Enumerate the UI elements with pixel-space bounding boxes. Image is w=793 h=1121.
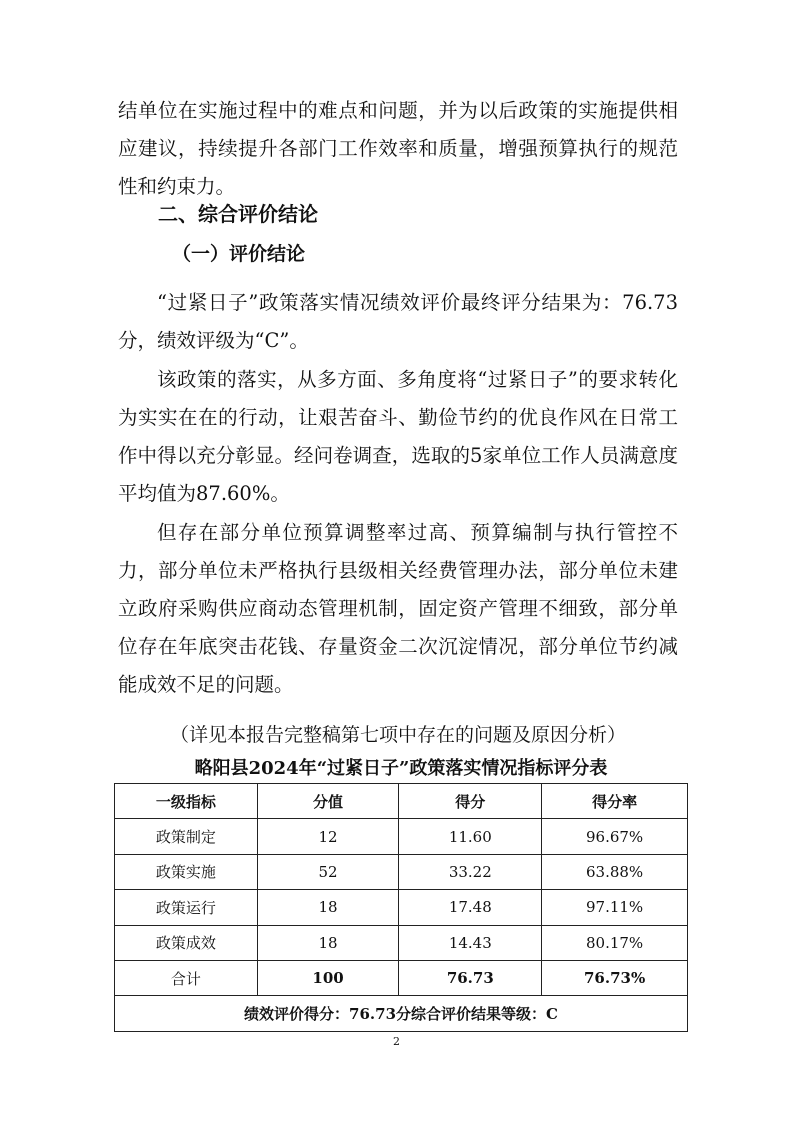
header-weight: 分值: [257, 784, 399, 819]
cell-score: 17.48: [399, 890, 542, 925]
header-rate: 得分率: [542, 784, 688, 819]
cell-total-weight: 100: [257, 960, 399, 995]
paragraph-continuation: 结单位在实施过程中的难点和问题，并为以后政策的实施提供相应建议，持续提升各部门工作效率和质量，增强预算执行的规范性和约束力。: [118, 99, 678, 198]
table-row: [115, 819, 688, 854]
cell-total-rate: 76.73%: [542, 960, 688, 995]
table-row: [115, 925, 688, 960]
cell-weight: 18: [257, 890, 399, 925]
paragraph-policy-effect: 该政策的落实，从多方面、多角度将“过紧日子”的要求转化为实实在在的行动，让艰苦奋斗、勤俭节约的优良作风在日常工作中得以充分彰显。经问卷调查，选取的5家单位工作人员满意度平均值为87.60%。: [118, 368, 678, 505]
cell-score: 33.22: [399, 854, 542, 889]
cell-indicator: 政策成效: [115, 925, 258, 960]
subsection-heading: （一）评价结论: [172, 243, 306, 265]
cell-rate: 80.17%: [542, 925, 688, 960]
table-caption: 略阳县2024年“过紧日子”政策落实情况指标评分表: [194, 758, 608, 779]
cell-score: 11.60: [399, 819, 542, 854]
cell-summary: 绩效评价得分：76.73分综合评价结果等级：C: [115, 996, 688, 1031]
table-header-row: [115, 784, 688, 819]
page-number: 2: [393, 1035, 400, 1048]
table-row: [115, 854, 688, 889]
header-score: 得分: [399, 784, 542, 819]
cell-indicator: 政策制定: [115, 819, 258, 854]
score-table: [114, 783, 688, 1032]
header-indicator: 一级指标: [115, 784, 258, 819]
cell-weight: 18: [257, 925, 399, 960]
reference-note: （详见本报告完整稿第七项中存在的问题及原因分析）: [169, 724, 626, 746]
table-total-row: [115, 960, 688, 995]
cell-total-label: 合计: [115, 960, 258, 995]
table-row: [115, 890, 688, 925]
paragraph-problems: 但存在部分单位预算调整率过高、预算编制与执行管控不力，部分单位未严格执行县级相关经费管理办法，部分单位未建立政府采购供应商动态管理机制，固定资产管理不细致，部分单位存在年底突击花钱、存量资金二次沉淀情况，部分单位节约减能成效不足的问题。: [118, 521, 678, 696]
cell-weight: 52: [257, 854, 399, 889]
paragraph-score-result: “过紧日子”政策落实情况绩效评价最终评分结果为：76.73分，绩效评级为“C”。: [118, 291, 678, 352]
cell-rate: 63.88%: [542, 854, 688, 889]
cell-score: 14.43: [399, 925, 542, 960]
section-heading: 二、综合评价结论: [158, 202, 318, 226]
cell-total-score: 76.73: [399, 960, 542, 995]
cell-rate: 96.67%: [542, 819, 688, 854]
cell-indicator: 政策运行: [115, 890, 258, 925]
table-footer-row: [115, 996, 688, 1031]
cell-weight: 12: [257, 819, 399, 854]
cell-rate: 97.11%: [542, 890, 688, 925]
cell-indicator: 政策实施: [115, 854, 258, 889]
